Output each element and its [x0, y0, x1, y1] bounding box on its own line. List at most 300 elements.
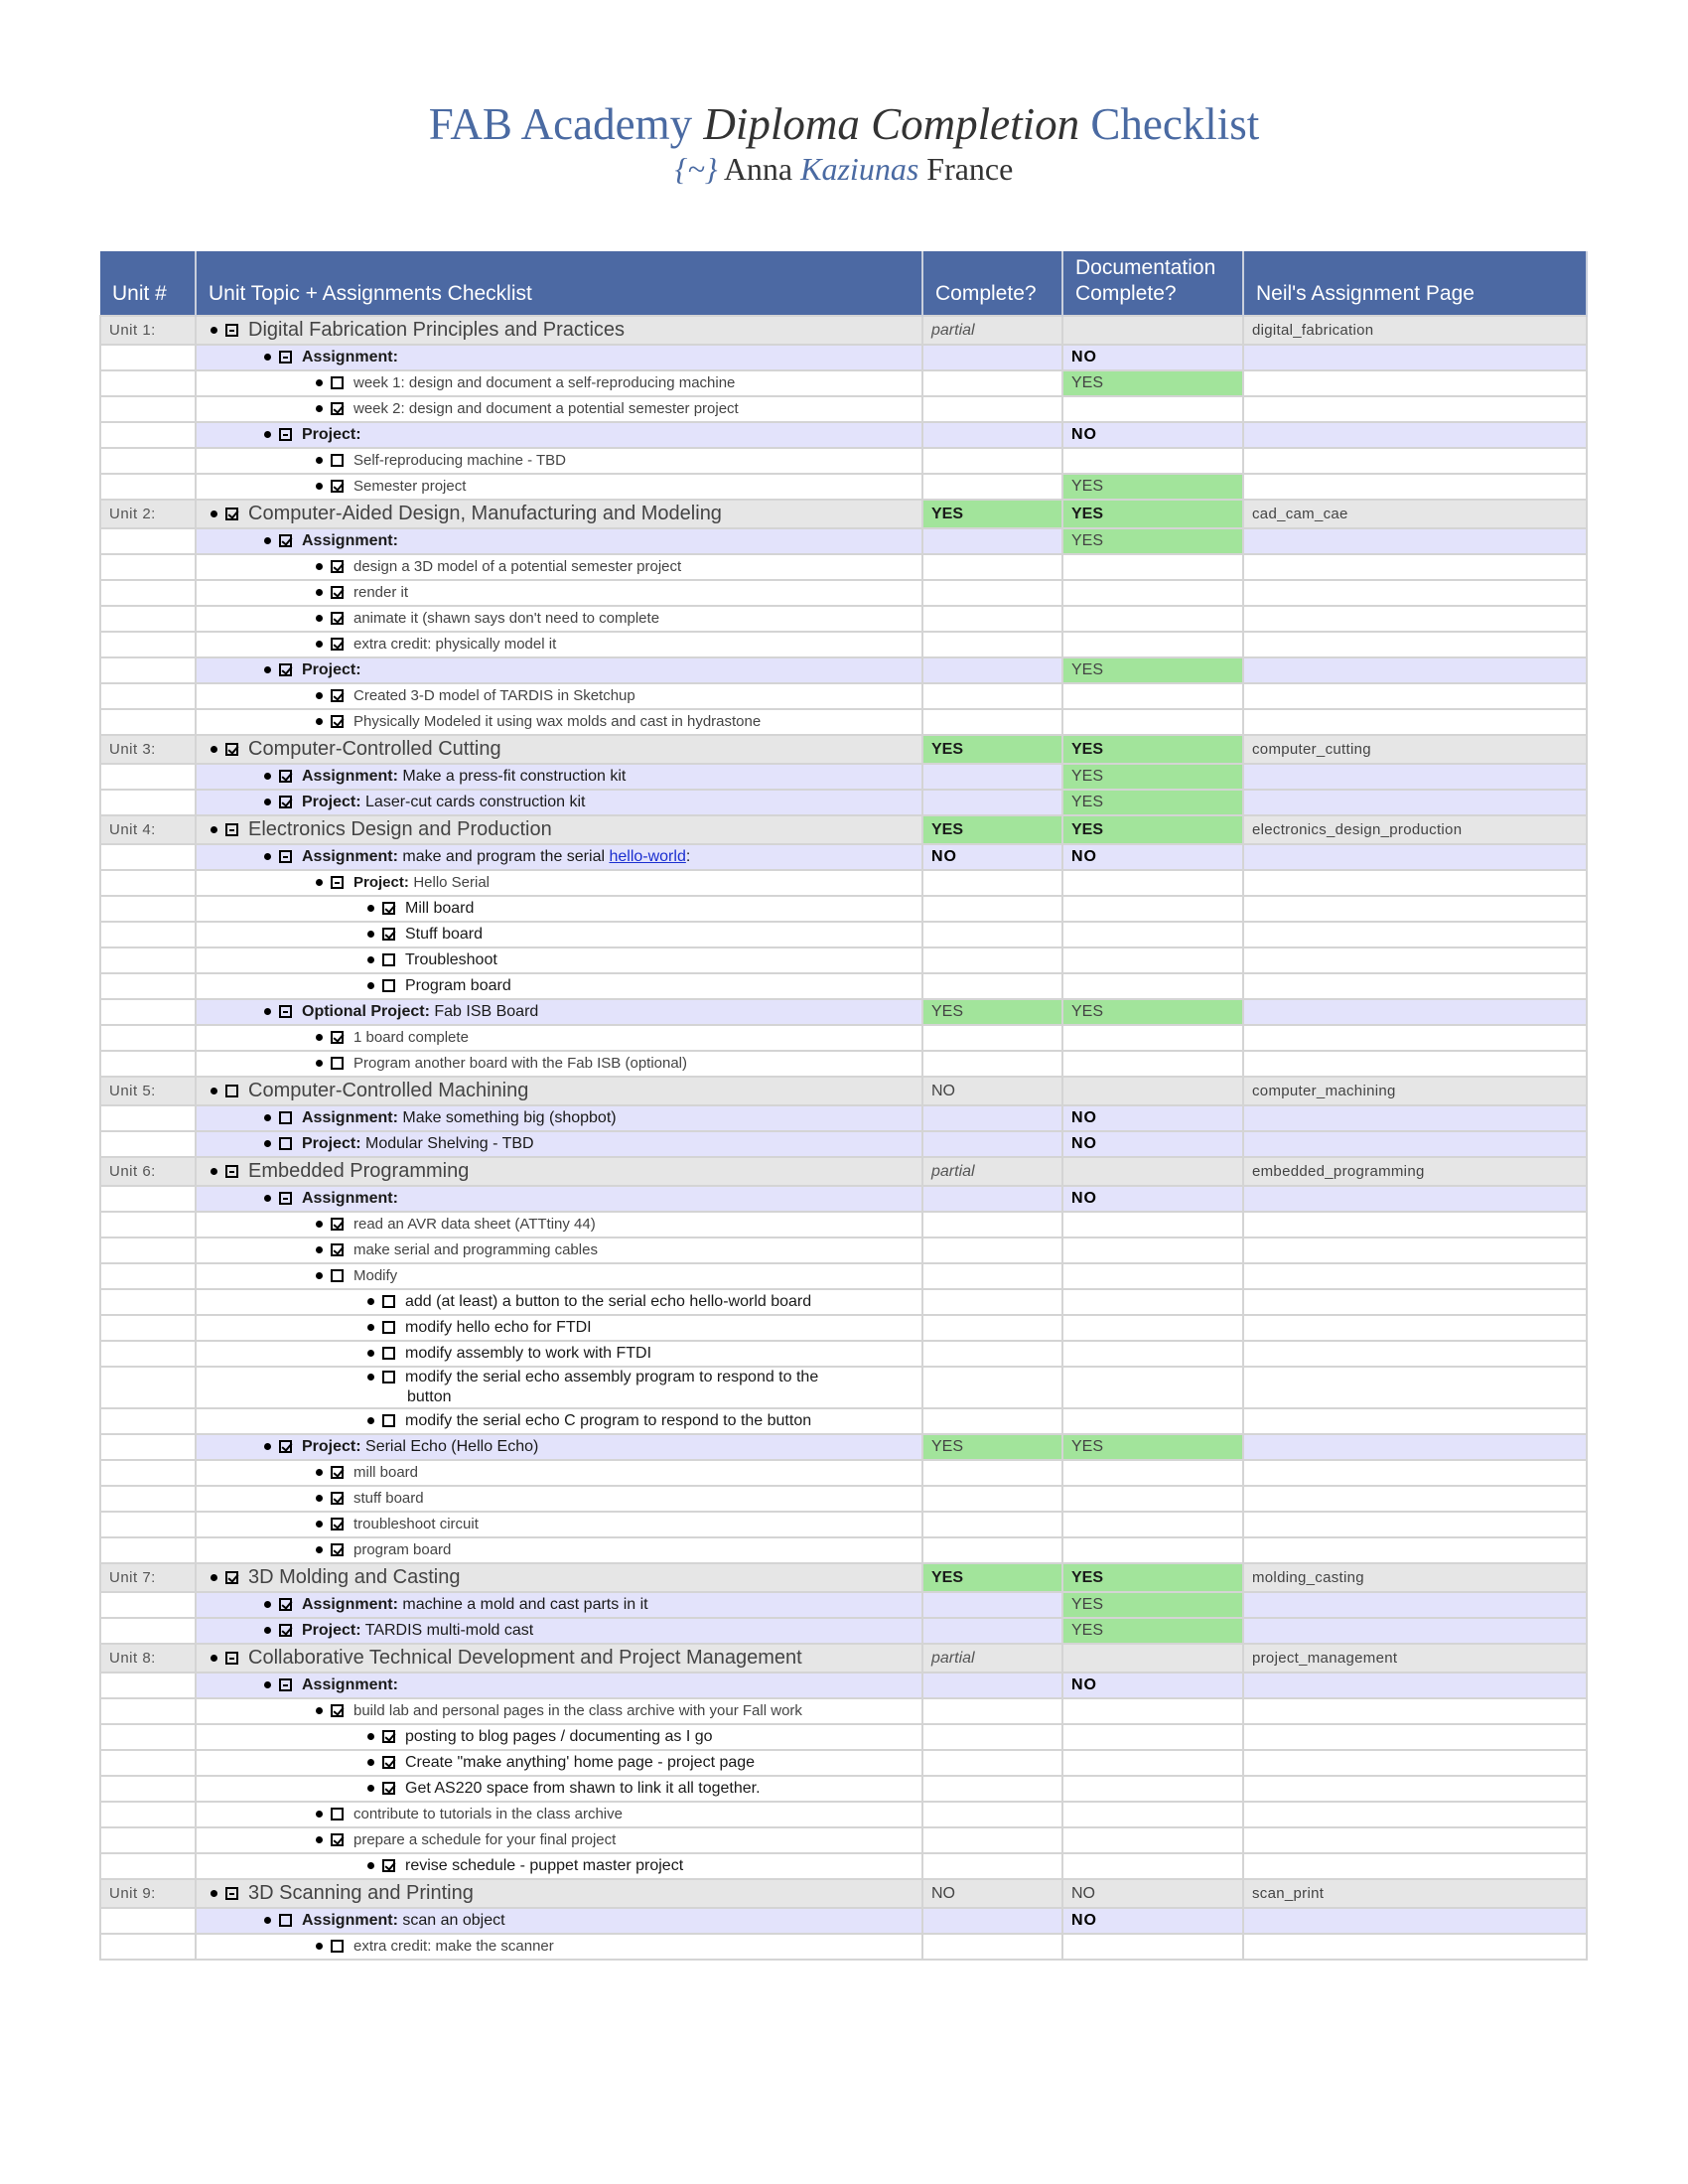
- table-row: [100, 1131, 1587, 1157]
- status-yes: YES: [1071, 794, 1104, 810]
- table-row: [100, 999, 1587, 1025]
- unit-number-cell: [100, 1238, 196, 1263]
- topic-cell: [196, 1263, 922, 1289]
- assignment-page-cell: [1243, 1186, 1587, 1212]
- item-label: Create "make anything' home page - project page: [405, 1754, 756, 1771]
- assignment-page-cell: [1243, 1315, 1587, 1341]
- table-row: [100, 790, 1587, 815]
- item-label: Computer-Controlled Machining: [248, 1080, 529, 1101]
- topic-cell: [196, 657, 922, 683]
- assignment-page-cell: [1243, 1289, 1587, 1315]
- checked-box-icon[interactable]: [279, 1440, 292, 1453]
- unit-number-cell: [100, 1908, 196, 1934]
- table-row: [100, 1618, 1587, 1644]
- checked-box-icon[interactable]: [331, 402, 344, 415]
- documentation-status-cell: [1062, 448, 1243, 474]
- item-label: Collaborative Technical Development and Project Management: [248, 1647, 802, 1669]
- checked-box-icon[interactable]: [279, 1624, 292, 1637]
- bullet-icon: [264, 354, 271, 361]
- assignment-page-cell: [1243, 1563, 1587, 1592]
- item-label: extra credit: make the scanner: [353, 1938, 554, 1955]
- item-label: Stuff board: [405, 926, 483, 943]
- bullet-icon: [211, 1574, 217, 1581]
- unit-number-cell: [100, 500, 196, 528]
- collapse-box-icon[interactable]: [279, 428, 292, 441]
- bullet-icon: [316, 379, 323, 386]
- bullet-icon: [367, 1350, 374, 1357]
- item-label: Modify: [353, 1267, 398, 1284]
- table-row: [100, 370, 1587, 396]
- assignment-page-cell: [1243, 1618, 1587, 1644]
- checked-box-icon[interactable]: [331, 1218, 344, 1231]
- empty-checkbox-icon[interactable]: [331, 376, 344, 389]
- status-no: NO: [931, 1082, 955, 1099]
- assignment-page-cell: [1243, 316, 1587, 345]
- checked-box-icon[interactable]: [279, 1598, 292, 1611]
- empty-checkbox-icon[interactable]: [331, 1940, 344, 1953]
- documentation-status-cell: [1062, 1486, 1243, 1512]
- assignment-page-link[interactable]: computer_machining: [1252, 1083, 1396, 1099]
- item-label: modify hello echo for FTDI: [405, 1319, 592, 1336]
- empty-checkbox-icon[interactable]: [331, 1057, 344, 1070]
- checked-box-icon[interactable]: [331, 480, 344, 493]
- hello-world-link[interactable]: hello-world: [609, 848, 686, 865]
- bullet-icon: [367, 905, 374, 912]
- table-row: [100, 1341, 1587, 1367]
- collapse-box-icon[interactable]: [279, 1005, 292, 1018]
- complete-status-cell: [922, 735, 1062, 764]
- assignment-page-cell: [1243, 474, 1587, 500]
- status-yes: YES: [931, 505, 964, 522]
- header-doc-line2: Complete?: [1075, 282, 1177, 305]
- title-part-1: FAB Academy: [428, 99, 693, 149]
- table-row: [100, 422, 1587, 448]
- unit-row: [100, 316, 1587, 345]
- checked-box-icon[interactable]: [331, 1704, 344, 1717]
- item-label: Get AS220 space from shawn to link it all together.: [405, 1780, 761, 1797]
- unit-number-cell: [100, 554, 196, 580]
- complete-status-cell: [922, 1289, 1062, 1315]
- bullet-icon: [367, 1785, 374, 1792]
- topic-cell: [196, 1537, 922, 1563]
- complete-status-cell: [922, 1434, 1062, 1460]
- unit-row: [100, 735, 1587, 764]
- unit-number-cell: [100, 683, 196, 709]
- checked-box-icon[interactable]: [225, 508, 238, 520]
- item-prefix: Project:: [302, 661, 361, 678]
- complete-status-cell: [922, 1618, 1062, 1644]
- collapse-box-icon[interactable]: [279, 850, 292, 863]
- topic-cell: [196, 1131, 922, 1157]
- bullet-icon: [316, 879, 323, 886]
- table-row: [100, 1698, 1587, 1724]
- unit-row: [100, 1077, 1587, 1105]
- assignment-page-cell: [1243, 1131, 1587, 1157]
- documentation-status-cell: [1062, 1563, 1243, 1592]
- item-label: 3D Scanning and Printing: [248, 1882, 474, 1904]
- assignment-page-cell: [1243, 1486, 1587, 1512]
- unit-number-cell: [100, 1563, 196, 1592]
- topic-cell: [196, 1908, 922, 1934]
- assignment-page-cell: [1243, 1724, 1587, 1750]
- topic-cell: [196, 1238, 922, 1263]
- item-label: Make a press-fit construction kit: [402, 768, 627, 785]
- unit-number-cell: [100, 1186, 196, 1212]
- topic-cell: [196, 947, 922, 973]
- checked-box-icon[interactable]: [331, 689, 344, 702]
- item-label: Laser-cut cards construction kit: [365, 794, 586, 810]
- empty-checkbox-icon[interactable]: [331, 454, 344, 467]
- bullet-icon: [367, 982, 374, 989]
- bullet-icon: [367, 1862, 374, 1869]
- assignment-page-link[interactable]: embedded_programming: [1252, 1163, 1425, 1180]
- assignment-page-cell: [1243, 764, 1587, 790]
- assignment-page-cell: [1243, 1908, 1587, 1934]
- item-label: 3D Molding and Casting: [248, 1566, 461, 1588]
- documentation-status-cell: [1062, 657, 1243, 683]
- empty-checkbox-icon[interactable]: [331, 1269, 344, 1282]
- status-yes: YES: [1071, 1003, 1104, 1020]
- table-row: [100, 1263, 1587, 1289]
- assignment-page-cell: [1243, 370, 1587, 396]
- table-row: [100, 1802, 1587, 1827]
- documentation-status-cell: [1062, 1025, 1243, 1051]
- bullet-icon: [264, 1008, 271, 1015]
- table-row: [100, 1238, 1587, 1263]
- item-label: animate it (shawn says don't need to complete: [353, 610, 660, 627]
- topic-cell: [196, 1750, 922, 1776]
- documentation-status-cell: [1062, 632, 1243, 657]
- item-label: render it: [353, 584, 409, 601]
- empty-checkbox-icon[interactable]: [382, 979, 395, 992]
- checked-box-icon[interactable]: [279, 663, 292, 676]
- status-yes: YES: [1071, 820, 1104, 838]
- table-row: [100, 947, 1587, 973]
- empty-checkbox-icon[interactable]: [331, 1808, 344, 1820]
- topic-cell: [196, 1157, 922, 1186]
- collapse-box-icon[interactable]: [279, 1678, 292, 1691]
- documentation-status-cell: [1062, 1157, 1243, 1186]
- documentation-status-cell: [1062, 1263, 1243, 1289]
- checked-box-icon[interactable]: [225, 743, 238, 756]
- checked-box-icon[interactable]: [382, 1730, 395, 1743]
- checked-box-icon[interactable]: [331, 1833, 344, 1846]
- table-row: [100, 709, 1587, 735]
- complete-status-cell: [922, 870, 1062, 896]
- topic-cell: [196, 1827, 922, 1853]
- documentation-status-cell: [1062, 947, 1243, 973]
- empty-checkbox-icon[interactable]: [382, 1347, 395, 1360]
- assignment-page-cell: [1243, 1644, 1587, 1673]
- topic-cell: [196, 735, 922, 764]
- unit-number-cell: [100, 1131, 196, 1157]
- complete-status-cell: [922, 896, 1062, 922]
- checked-box-icon[interactable]: [382, 1756, 395, 1769]
- checked-box-icon[interactable]: [279, 534, 292, 547]
- assignment-page-link[interactable]: computer_cutting: [1252, 741, 1371, 758]
- documentation-status-cell: [1062, 1131, 1243, 1157]
- documentation-status-cell: [1062, 1238, 1243, 1263]
- complete-status-cell: [922, 790, 1062, 815]
- table-row: [100, 580, 1587, 606]
- assignment-page-cell: [1243, 1698, 1587, 1724]
- bullet-icon: [316, 1495, 323, 1502]
- complete-status-cell: [922, 1367, 1062, 1408]
- topic-cell: [196, 1186, 922, 1212]
- checked-box-icon[interactable]: [331, 586, 344, 599]
- bullet-icon: [316, 1469, 323, 1476]
- assignment-page-cell: [1243, 528, 1587, 554]
- assignment-page-cell: [1243, 1776, 1587, 1802]
- checked-box-icon[interactable]: [331, 560, 344, 573]
- checked-box-icon[interactable]: [331, 638, 344, 651]
- topic-cell: [196, 870, 922, 896]
- checked-box-icon[interactable]: [279, 796, 292, 808]
- checked-box-icon[interactable]: [279, 770, 292, 783]
- topic-cell: [196, 1077, 922, 1105]
- documentation-status-cell: [1062, 1644, 1243, 1673]
- empty-checkbox-icon[interactable]: [279, 1111, 292, 1124]
- topic-cell: [196, 922, 922, 947]
- unit-number-cell: [100, 316, 196, 345]
- checked-box-icon[interactable]: [331, 1518, 344, 1530]
- collapse-box-icon[interactable]: [225, 1165, 238, 1178]
- table-row: [100, 973, 1587, 999]
- bullet-icon: [264, 1140, 271, 1147]
- item-label: Semester project: [353, 478, 467, 495]
- bullet-icon: [316, 1811, 323, 1818]
- table-row: [100, 1934, 1587, 1960]
- assignment-page-cell: [1243, 870, 1587, 896]
- bullet-icon: [264, 853, 271, 860]
- bullet-icon: [367, 1733, 374, 1740]
- collapse-box-icon[interactable]: [225, 823, 238, 836]
- complete-status-cell: [922, 947, 1062, 973]
- unit-number-cell: [100, 1698, 196, 1724]
- empty-checkbox-icon[interactable]: [382, 953, 395, 966]
- complete-status-cell: [922, 1750, 1062, 1776]
- unit-number-cell: [100, 422, 196, 448]
- bullet-icon: [264, 1195, 271, 1202]
- table-row: [100, 922, 1587, 947]
- collapse-box-icon[interactable]: [279, 1192, 292, 1205]
- table-row: [100, 1512, 1587, 1537]
- unit-number-cell: [100, 1776, 196, 1802]
- item-label: posting to blog pages / documenting as I go: [405, 1728, 713, 1745]
- topic-cell: [196, 1051, 922, 1077]
- assignment-page-cell: [1243, 1673, 1587, 1698]
- topic-cell: [196, 1802, 922, 1827]
- checked-box-icon[interactable]: [331, 1031, 344, 1044]
- topic-cell: [196, 1486, 922, 1512]
- item-label: TARDIS multi-mold cast: [364, 1622, 534, 1639]
- unit-number-cell: [100, 896, 196, 922]
- checked-box-icon[interactable]: [382, 928, 395, 941]
- bullet-icon: [264, 1627, 271, 1634]
- item-label: Hello Serial: [413, 874, 491, 891]
- collapse-box-icon[interactable]: [331, 876, 344, 889]
- item-label: Program board: [405, 977, 511, 994]
- documentation-status-cell: [1062, 1776, 1243, 1802]
- assignment-page-link[interactable]: digital_fabrication: [1252, 322, 1374, 339]
- table-row: [100, 683, 1587, 709]
- checked-box-icon[interactable]: [331, 1243, 344, 1256]
- topic-cell: [196, 709, 922, 735]
- unit-number-cell: [100, 1263, 196, 1289]
- header-unit: Unit #: [100, 251, 196, 316]
- assignment-page-cell: [1243, 1750, 1587, 1776]
- complete-status-cell: [922, 999, 1062, 1025]
- unit-number-cell: [100, 657, 196, 683]
- complete-status-cell: [922, 606, 1062, 632]
- empty-checkbox-icon[interactable]: [279, 1137, 292, 1150]
- collapse-box-icon[interactable]: [225, 1887, 238, 1900]
- documentation-status-cell: [1062, 1853, 1243, 1879]
- assignment-page-cell: [1243, 1512, 1587, 1537]
- complete-status-cell: [922, 1512, 1062, 1537]
- bullet-icon: [367, 1324, 374, 1331]
- assignment-page-link[interactable]: cad_cam_cae: [1252, 506, 1348, 522]
- empty-checkbox-icon[interactable]: [382, 1295, 395, 1308]
- checked-box-icon[interactable]: [331, 612, 344, 625]
- topic-cell: [196, 1776, 922, 1802]
- unit-number: Unit 7:: [109, 1569, 156, 1586]
- complete-status-cell: [922, 580, 1062, 606]
- table-header-row: [100, 251, 1587, 316]
- documentation-status-cell: [1062, 1618, 1243, 1644]
- topic-cell: [196, 422, 922, 448]
- checked-box-icon[interactable]: [331, 715, 344, 728]
- documentation-status-cell: [1062, 370, 1243, 396]
- table-row: [100, 1105, 1587, 1131]
- assignment-page-cell: [1243, 1592, 1587, 1618]
- complete-status-cell: [922, 370, 1062, 396]
- collapse-box-icon[interactable]: [225, 324, 238, 337]
- topic-cell: [196, 528, 922, 554]
- documentation-status-cell: [1062, 1934, 1243, 1960]
- topic-cell: [196, 1563, 922, 1592]
- documentation-status-cell: [1062, 764, 1243, 790]
- unit-number: Unit 1:: [109, 322, 156, 339]
- table-row: [100, 554, 1587, 580]
- topic-cell: [196, 999, 922, 1025]
- bullet-icon: [367, 931, 374, 938]
- documentation-status-cell: [1062, 396, 1243, 422]
- assignment-page-cell: [1243, 735, 1587, 764]
- status-yes: YES: [1071, 740, 1104, 758]
- checked-box-icon[interactable]: [382, 1782, 395, 1795]
- topic-cell: [196, 1644, 922, 1673]
- documentation-status-cell: [1062, 1673, 1243, 1698]
- assignment-page-cell: [1243, 1408, 1587, 1434]
- unit-number: Unit 6:: [109, 1163, 156, 1180]
- unit-number-cell: [100, 1408, 196, 1434]
- unit-number-cell: [100, 1827, 196, 1853]
- item-label: modify the serial echo C program to respond to the button: [405, 1412, 812, 1429]
- unit-number-cell: [100, 474, 196, 500]
- status-yes: YES: [1071, 768, 1104, 785]
- documentation-status-cell: [1062, 1724, 1243, 1750]
- checked-box-icon[interactable]: [331, 1492, 344, 1505]
- table-row: [100, 1186, 1587, 1212]
- topic-cell: [196, 1341, 922, 1367]
- unit-number-cell: [100, 1537, 196, 1563]
- item-label: program board: [353, 1541, 452, 1558]
- assignment-page-link[interactable]: molding_casting: [1252, 1569, 1364, 1586]
- empty-checkbox-icon[interactable]: [382, 1414, 395, 1427]
- topic-cell: [196, 764, 922, 790]
- checked-box-icon[interactable]: [331, 1466, 344, 1479]
- topic-cell: [196, 1212, 922, 1238]
- unit-number-cell: [100, 1486, 196, 1512]
- table-row: [100, 1827, 1587, 1853]
- unit-number-cell: [100, 790, 196, 815]
- item-label: modify assembly to work with FTDI: [405, 1345, 652, 1362]
- topic-cell: [196, 1315, 922, 1341]
- empty-checkbox-icon[interactable]: [382, 1321, 395, 1334]
- empty-checkbox-icon[interactable]: [225, 1085, 238, 1097]
- unit-number-cell: [100, 1051, 196, 1077]
- checked-box-icon[interactable]: [382, 1859, 395, 1872]
- item-label: Physically Modeled it using wax molds and cast in hydrastone: [353, 713, 762, 730]
- bullet-icon: [367, 1417, 374, 1424]
- collapse-box-icon[interactable]: [279, 351, 292, 364]
- complete-status-cell: [922, 632, 1062, 657]
- complete-status-cell: [922, 396, 1062, 422]
- document-title: [0, 97, 1688, 151]
- checked-box-icon[interactable]: [225, 1571, 238, 1584]
- unit-number-cell: [100, 1512, 196, 1537]
- assignment-page-cell: [1243, 1802, 1587, 1827]
- complete-status-cell: [922, 1408, 1062, 1434]
- item-label: Created 3-D model of TARDIS in Sketchup: [353, 687, 635, 704]
- subtitle-last-name: Kaziunas: [800, 151, 919, 187]
- checked-box-icon[interactable]: [331, 1543, 344, 1556]
- item-label: Self-reproducing machine - TBD: [353, 452, 566, 469]
- item-label: Program another board with the Fab ISB (optional): [353, 1055, 688, 1072]
- unit-number-cell: [100, 632, 196, 657]
- table-row: [100, 1289, 1587, 1315]
- unit-number: Unit 9:: [109, 1885, 156, 1902]
- topic-cell: [196, 1434, 922, 1460]
- item-label: make and program the serial: [402, 848, 606, 865]
- status-yes: YES: [1071, 532, 1104, 549]
- assignment-page-link[interactable]: project_management: [1252, 1650, 1398, 1667]
- unit-number-cell: [100, 1802, 196, 1827]
- assignment-page-link[interactable]: scan_print: [1252, 1885, 1325, 1902]
- unit-number-cell: [100, 1289, 196, 1315]
- documentation-status-cell: [1062, 973, 1243, 999]
- bullet-icon: [264, 537, 271, 544]
- empty-checkbox-icon[interactable]: [279, 1914, 292, 1927]
- assignment-page-link[interactable]: electronics_design_production: [1252, 821, 1463, 838]
- checked-box-icon[interactable]: [382, 902, 395, 915]
- topic-cell: [196, 683, 922, 709]
- status-yes: YES: [1071, 1438, 1104, 1455]
- documentation-status-cell: [1062, 1105, 1243, 1131]
- complete-status-cell: [922, 474, 1062, 500]
- item-prefix: Project:: [302, 1622, 361, 1639]
- empty-checkbox-icon[interactable]: [382, 1371, 395, 1383]
- bullet-icon: [264, 666, 271, 673]
- item-label: read an AVR data sheet (ATTtiny 44): [353, 1216, 596, 1233]
- bullet-icon: [316, 563, 323, 570]
- documentation-status-cell: [1062, 1827, 1243, 1853]
- documentation-status-cell: [1062, 1698, 1243, 1724]
- collapse-box-icon[interactable]: [225, 1652, 238, 1665]
- topic-cell: [196, 815, 922, 844]
- unit-number-cell: [100, 844, 196, 870]
